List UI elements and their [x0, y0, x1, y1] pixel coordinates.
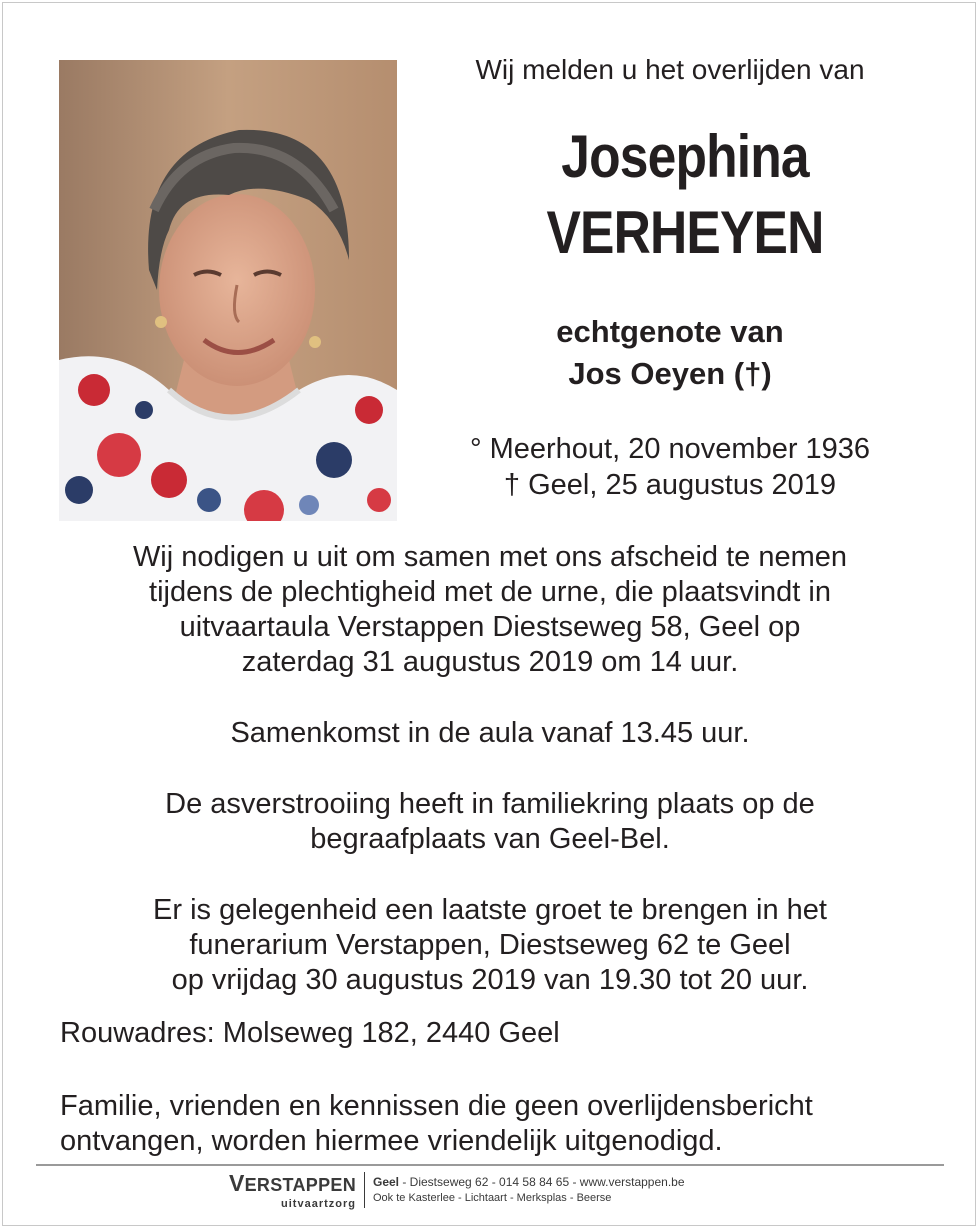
greeting-line: funerarium Verstappen, Diestseweg 62 te Geel — [189, 929, 791, 961]
birth-info: ° Meerhout, 20 november 1936 — [469, 433, 871, 465]
logo-initial: V — [228, 1170, 245, 1196]
invite-line: tijdens de plechtigheid met de urne, die plaatsvindt in — [149, 576, 831, 608]
invite-line: Wij nodigen u uit om samen met ons afscheid te nemen — [132, 541, 848, 573]
invite-line: zaterdag 31 augustus 2019 om 14 uur. — [241, 646, 739, 678]
first-name: Josephina — [561, 123, 809, 190]
scatter-line: begraafplaats van Geel-Bel. — [310, 823, 670, 855]
footer-separator — [364, 1172, 365, 1208]
death-info: † Geel, 25 augustus 2019 — [503, 469, 837, 501]
gathering-line: Samenkomst in de aula vanaf 13.45 uur. — [230, 717, 750, 749]
footer-city: Geel — [373, 1175, 400, 1189]
scatter-line: De asverstrooiing heeft in familiekring plaats op de — [165, 788, 815, 820]
farewell-info — [40, 893, 940, 998]
mourning-address — [60, 1016, 940, 1051]
invite-line: uitvaartaula Verstappen Diestseweg 58, Geel op — [179, 611, 801, 643]
footer-contact — [373, 1175, 685, 1189]
scattering-info — [40, 787, 940, 857]
footer-contact-details: - Diestseweg 62 - 014 58 84 65 - www.verstappen.be — [399, 1175, 685, 1189]
family-line: Familie, vrienden en kennissen die geen overlijdensbericht — [60, 1090, 813, 1122]
last-name: VERHEYEN — [546, 199, 824, 266]
gathering-info — [40, 716, 940, 751]
family-line: ontvangen, worden hiermee vriendelijk uitgenodigd. — [60, 1125, 723, 1157]
spouse-label: echtgenote van — [556, 314, 784, 349]
verstappen-logo — [212, 1170, 356, 1210]
ceremony-invitation — [40, 540, 940, 680]
footer-divider — [36, 1164, 944, 1166]
greeting-line: Er is gelegenheid een laatste groet te brengen in het — [153, 894, 827, 926]
logo-tagline: uitvaartzorg — [281, 1198, 356, 1210]
footer-branches: Ook te Kasterlee - Lichtaart - Merksplas - Beerse — [373, 1192, 612, 1204]
address-line: Rouwadres: Molseweg 182, 2440 Geel — [60, 1017, 560, 1049]
intro-line: Wij melden u het overlijden van — [475, 54, 865, 85]
greeting-line: op vrijdag 30 augustus 2019 van 19.30 tot 20 uur. — [171, 964, 809, 996]
family-invitation — [60, 1089, 940, 1159]
spouse-name: Jos Oeyen (†) — [568, 356, 772, 391]
logo-rest: ERSTAPPEN — [244, 1175, 356, 1195]
logo-wordmark — [212, 1170, 356, 1198]
portrait-photo — [59, 60, 397, 521]
